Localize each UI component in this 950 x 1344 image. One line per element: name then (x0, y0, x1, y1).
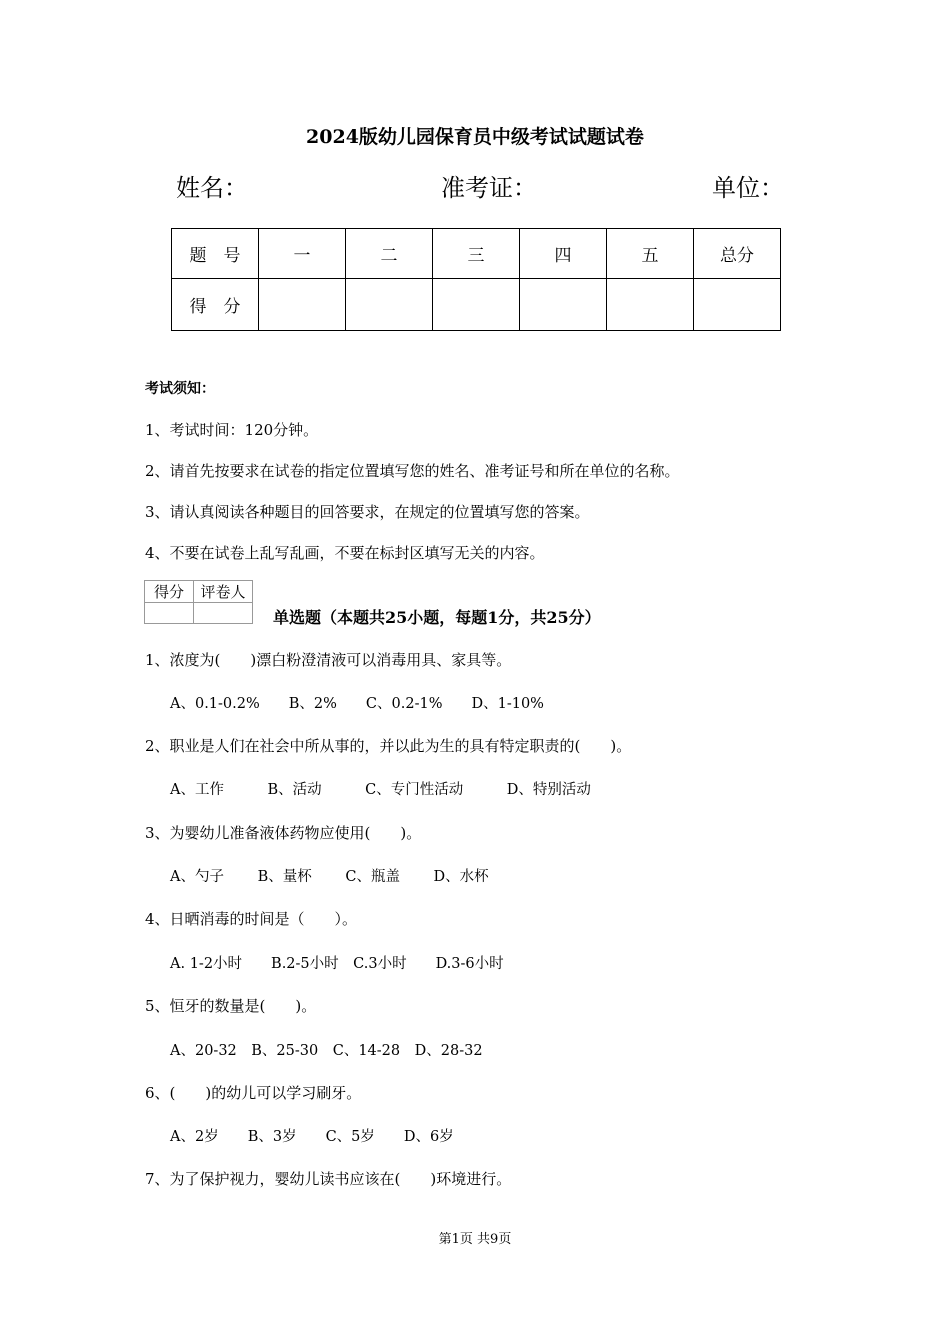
page-footer: 第1页 共9页 (438, 1232, 512, 1247)
score-cell[interactable] (694, 279, 781, 331)
score-cell[interactable] (520, 279, 607, 331)
question-text: 6、( )的幼儿可以学习刷牙。 (145, 1084, 362, 1102)
question-text: 7、为了保护视力，婴幼儿读书应该在( )环境进行。 (145, 1170, 512, 1188)
score-header-cell: 题 号 (172, 229, 259, 279)
question-text: 2、职业是人们在社会中所从事的，并以此为生的具有特定职责的( )。 (145, 737, 632, 755)
question-options: A、0.1-0.2% B、2% C、0.2-1% D、1-10% (170, 696, 544, 712)
score-header-cell: 总分 (694, 229, 781, 279)
score-header-cell: 五 (607, 229, 694, 279)
notice-title: 考试须知： (145, 381, 215, 397)
unit-field-label: 单位： (712, 174, 784, 202)
page-title: 2024版幼儿园保育员中级考试试题试卷 (306, 126, 644, 148)
score-header-cell: 四 (520, 229, 607, 279)
grader-score-label: 得分 (145, 581, 194, 603)
notice-item: 4、不要在试卷上乱写乱画，不要在标封区填写无关的内容。 (145, 544, 545, 562)
score-cell[interactable] (259, 279, 346, 331)
name-field-label: 姓名： (176, 174, 248, 202)
question-options: A、勺子 B、量杯 C、瓶盖 D、水杯 (170, 869, 489, 885)
question-options: A、2岁 B、3岁 C、5岁 D、6岁 (170, 1129, 454, 1145)
score-cell[interactable] (433, 279, 520, 331)
score-cell[interactable] (346, 279, 433, 331)
score-header-cell: 一 (259, 229, 346, 279)
score-header-cell: 三 (433, 229, 520, 279)
question-text: 5、恒牙的数量是( )。 (145, 997, 317, 1015)
section-title: 单选题（本题共25小题，每题1分，共25分） (273, 608, 601, 627)
score-header-cell: 二 (346, 229, 433, 279)
question-options: A、20-32 B、25-30 C、14-28 D、28-32 (170, 1043, 483, 1059)
grader-reviewer-cell[interactable] (194, 603, 253, 624)
question-options: A、工作 B、活动 C、专门性活动 D、特别活动 (170, 782, 591, 798)
exam-id-field-label: 准考证： (441, 174, 537, 202)
score-table-header-row (172, 229, 781, 279)
notice-item: 1、考试时间：120分钟。 (145, 421, 319, 439)
notice-item: 3、请认真阅读各种题目的回答要求，在规定的位置填写您的答案。 (145, 503, 590, 521)
question-options: A. 1-2小时 B.2-5小时 C.3小时 D.3-6小时 (170, 956, 504, 972)
question-text: 4、日晒消毒的时间是（ ）。 (145, 910, 358, 928)
score-cell[interactable] (607, 279, 694, 331)
grader-box (144, 580, 253, 624)
grader-reviewer-label: 评卷人 (194, 581, 253, 603)
grader-score-cell[interactable] (145, 603, 194, 624)
score-table-score-row (172, 279, 781, 331)
score-table (171, 228, 781, 331)
question-text: 3、为婴幼儿准备液体药物应使用( )。 (145, 824, 422, 842)
question-text: 1、浓度为( )漂白粉澄清液可以消毒用具、家具等。 (145, 651, 512, 669)
notice-item: 2、请首先按要求在试卷的指定位置填写您的姓名、准考证号和所在单位的名称。 (145, 462, 680, 480)
score-row-label: 得 分 (172, 279, 259, 331)
